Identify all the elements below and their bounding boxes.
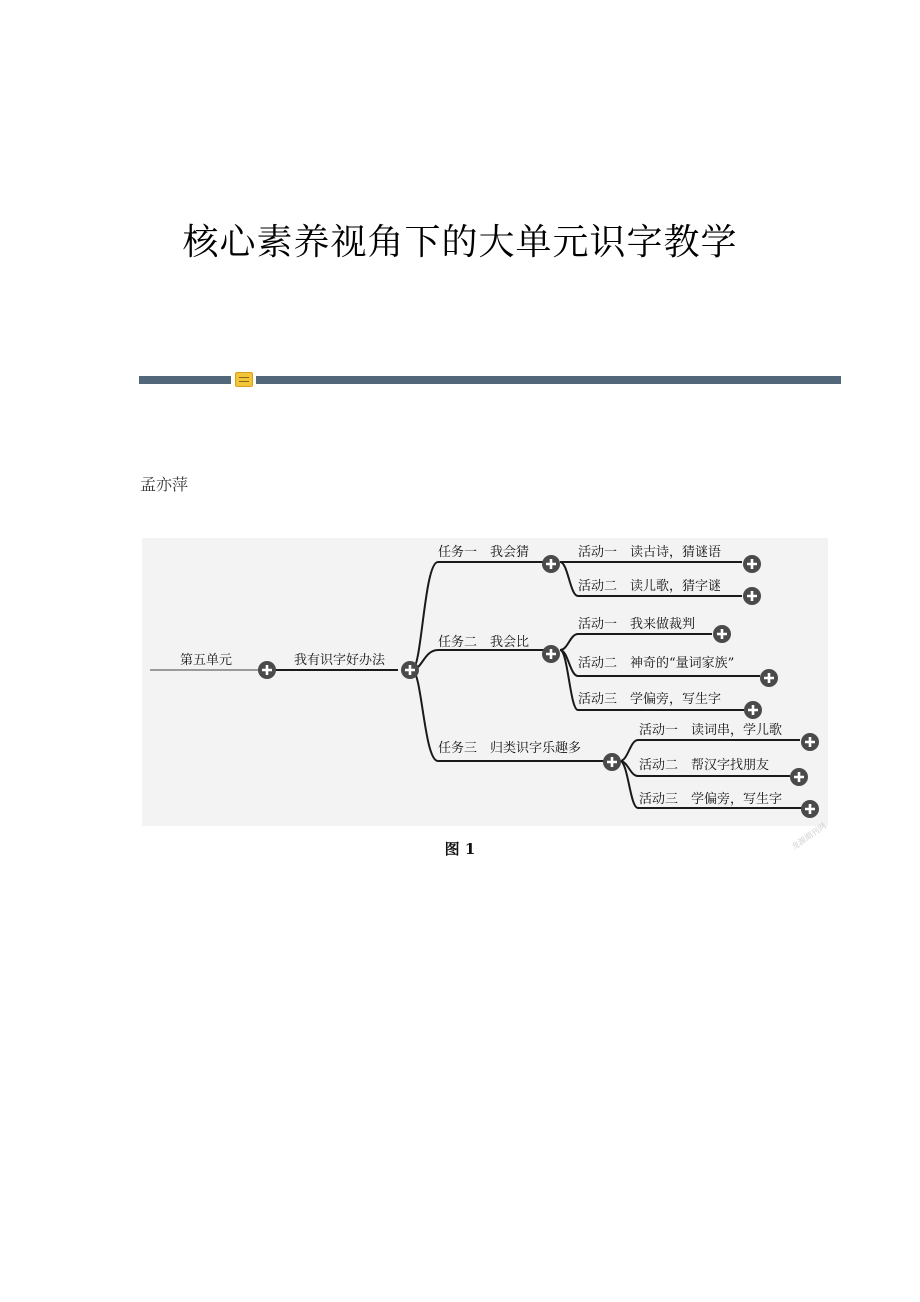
divider-bar-left: [139, 376, 231, 384]
activity-3-3-label: 活动三 学偏旁，写生字: [639, 792, 783, 807]
plus-circle-icon: [713, 625, 731, 643]
task-1-curve: [412, 562, 438, 670]
plus-circle-icon: [743, 555, 761, 573]
task-3-curve: [412, 670, 438, 761]
plus-circle-icon: [801, 800, 819, 818]
plus-circle-icon: [743, 587, 761, 605]
plus-circle-icon: [603, 753, 621, 771]
title-divider: [139, 375, 841, 385]
task-3-label: 任务三 归类识字乐趣多: [438, 741, 582, 756]
figure-caption: 图 1: [444, 840, 476, 858]
root-label: 第五单元: [180, 653, 233, 668]
activity-2-1-label: 活动一 我来做裁判: [578, 617, 696, 632]
activity-1-2-curve: [560, 562, 578, 596]
activity-2-3-curve: [560, 650, 578, 710]
plus-circle-icon: [542, 645, 560, 663]
divider-bar-right: [256, 376, 841, 384]
plus-circle-icon: [744, 701, 762, 719]
activity-3-1-label: 活动一 读词串，学儿歌: [639, 723, 783, 738]
plus-circle-icon: [258, 661, 276, 679]
plus-circle-icon: [401, 661, 419, 679]
task-2-label: 任务二 我会比: [438, 635, 530, 650]
theme-label: 我有识字好办法: [294, 653, 386, 668]
page-title: 核心素养视角下的大单元识字教学: [182, 222, 738, 263]
activity-3-1-curve: [620, 740, 638, 761]
activity-3-2-label: 活动二 帮汉字找朋友: [639, 758, 770, 773]
activity-2-1-curve: [560, 634, 578, 650]
watermark: 龙源期刊网: [789, 821, 828, 852]
activity-2-2-label: 活动二 神奇的“量词家族”: [578, 656, 735, 671]
author-name: 孟亦萍: [140, 475, 189, 494]
plus-circle-icon: [760, 669, 778, 687]
task-1-label: 任务一 我会猜: [438, 545, 530, 560]
activity-1-1-label: 活动一 读古诗，猜谜语: [578, 545, 722, 560]
plus-circle-icon: [542, 555, 560, 573]
activity-2-3-label: 活动三 学偏旁，写生字: [578, 692, 722, 707]
activity-1-2-label: 活动二 读儿歌，猜字谜: [578, 579, 722, 594]
plus-circle-icon: [790, 768, 808, 786]
plus-circle-icon: [801, 733, 819, 751]
document-icon: [235, 372, 253, 387]
